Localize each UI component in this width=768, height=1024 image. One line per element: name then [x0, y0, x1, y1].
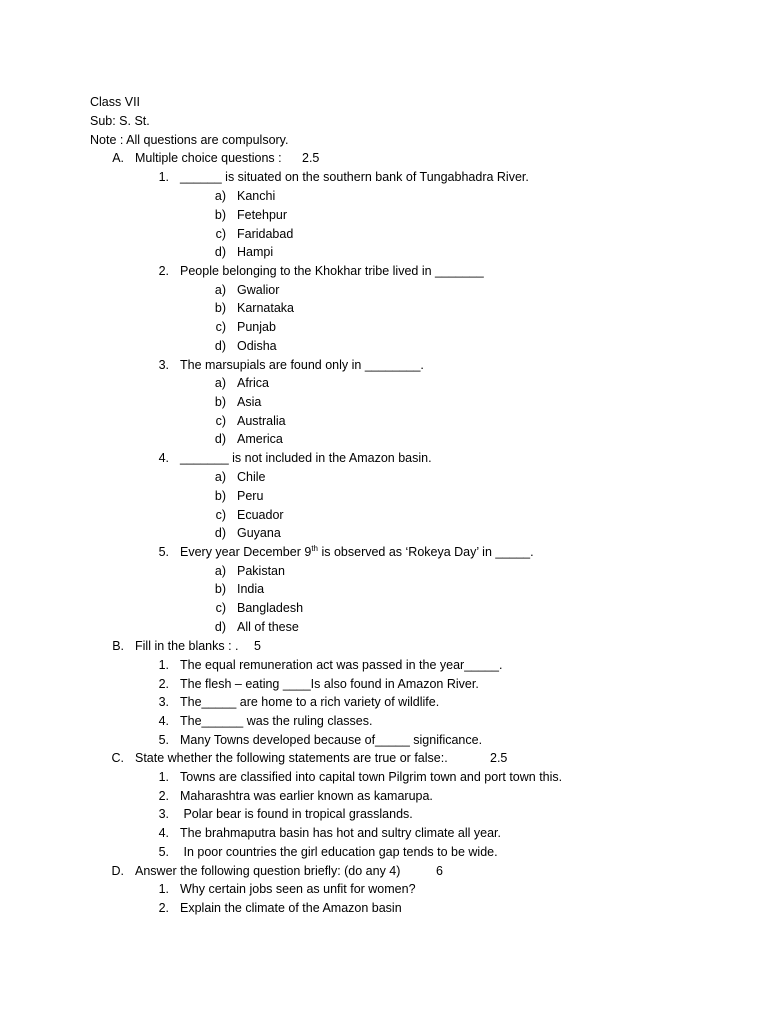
ordinal-superscript: th	[311, 544, 318, 553]
item-text: Maharashtra was earlier known as kamarupa.	[180, 789, 433, 803]
option-text: Karnataka	[237, 301, 294, 315]
option-text: Odisha	[237, 339, 277, 353]
option-text: Guyana	[237, 526, 281, 540]
option-text: America	[237, 432, 283, 446]
item-text: The brahmaputra basin has hot and sultry climate all year.	[180, 826, 502, 840]
item-number: 5.	[158, 733, 169, 747]
question-number: 2.	[158, 264, 169, 278]
note-label: Note : All questions are compulsory.	[90, 133, 289, 147]
subject-label: Sub: S. St.	[90, 114, 150, 128]
option-text: Fetehpur	[237, 208, 288, 222]
question-number: 1.	[158, 170, 169, 184]
item-number: 4.	[158, 714, 169, 728]
option-text: Asia	[237, 395, 262, 409]
item-number: 4.	[158, 826, 169, 840]
option-letter: b)	[214, 489, 226, 503]
section-c-marks: 2.5	[490, 751, 508, 765]
item-number: 1.	[158, 770, 169, 784]
item-text: In poor countries the girl education gap tends to be wide.	[180, 845, 498, 859]
option-letter: d)	[214, 620, 226, 634]
class-label: Class VII	[90, 95, 141, 109]
question-number: 5.	[158, 545, 169, 559]
option-letter: a)	[214, 564, 226, 578]
option-letter: d)	[214, 245, 226, 259]
option-text: All of these	[237, 620, 299, 634]
option-text: Africa	[237, 376, 269, 390]
item-text: The flesh – eating ____Is also found in Amazon River.	[180, 677, 479, 691]
item-text: Polar bear is found in tropical grasslands.	[180, 807, 413, 821]
item-number: 5.	[158, 845, 169, 859]
section-a-marker: A.	[112, 151, 124, 165]
question-number: 4.	[158, 451, 169, 465]
item-number: 2.	[158, 901, 169, 915]
option-letter: d)	[214, 526, 226, 540]
item-text: The equal remuneration act was passed in the year_____.	[180, 658, 503, 672]
option-letter: b)	[214, 301, 226, 315]
option-text: Pakistan	[237, 564, 285, 578]
option-text: Australia	[237, 414, 286, 428]
option-letter: a)	[214, 470, 226, 484]
section-c-marker: C.	[111, 751, 124, 765]
option-letter: c)	[215, 508, 226, 522]
item-text: Many Towns developed because of_____ significance.	[180, 733, 483, 747]
item-text: The_____ are home to a rich variety of wildlife.	[180, 695, 440, 709]
section-b-title: Fill in the blanks : .	[135, 639, 239, 653]
option-text: Faridabad	[237, 227, 294, 241]
item-number: 1.	[158, 882, 169, 896]
section-c-title: State whether the following statements are true or false:.	[135, 751, 448, 765]
question-text: People belonging to the Khokhar tribe lived in _______	[180, 264, 484, 278]
option-letter: c)	[215, 227, 226, 241]
section-b-marker: B.	[112, 639, 124, 653]
option-letter: d)	[214, 432, 226, 446]
item-text: Explain the climate of the Amazon basin	[180, 901, 402, 915]
item-text: The______ was the ruling classes.	[180, 714, 373, 728]
option-text: India	[237, 582, 265, 596]
option-letter: b)	[214, 582, 226, 596]
option-letter: b)	[214, 208, 226, 222]
item-number: 1.	[158, 658, 169, 672]
item-number: 2.	[158, 789, 169, 803]
option-text: Gwalior	[237, 283, 280, 297]
question-text: _______ is not included in the Amazon basin.	[180, 451, 432, 465]
question-text: The marsupials are found only in ________.	[180, 358, 424, 372]
question-number: 3.	[158, 358, 169, 372]
section-d-marks: 6	[436, 864, 443, 878]
item-number: 3.	[158, 695, 169, 709]
option-letter: a)	[214, 283, 226, 297]
option-text: Chile	[237, 470, 266, 484]
option-text: Bangladesh	[237, 601, 304, 615]
question-text	[180, 545, 534, 560]
question-text-part: Every year December 9	[180, 545, 312, 559]
option-text: Punjab	[237, 320, 276, 334]
item-number: 3.	[158, 807, 169, 821]
option-letter: a)	[214, 189, 226, 203]
section-a-title: Multiple choice questions :	[135, 151, 282, 165]
section-d-marker: D.	[111, 864, 124, 878]
option-text: Kanchi	[237, 189, 276, 203]
option-letter: c)	[215, 414, 226, 428]
question-text-part: is observed as ‘Rokeya Day’ in _____.	[317, 545, 534, 559]
section-d-title: Answer the following question briefly: (do any 4)	[135, 864, 401, 878]
option-letter: c)	[215, 601, 226, 615]
option-letter: a)	[214, 376, 226, 390]
item-number: 2.	[158, 677, 169, 691]
item-text: Towns are classified into capital town Pilgrim town and port town this.	[180, 770, 563, 784]
option-text: Ecuador	[237, 508, 284, 522]
option-letter: b)	[214, 395, 226, 409]
option-letter: c)	[215, 320, 226, 334]
option-text: Hampi	[237, 245, 274, 259]
question-text: ______ is situated on the southern bank of Tungabhadra River.	[180, 170, 529, 184]
section-b-marks: 5	[254, 639, 261, 653]
item-text: Why certain jobs seen as unfit for women?	[180, 882, 416, 896]
option-text: Peru	[237, 489, 264, 503]
section-a-marks: 2.5	[302, 151, 320, 165]
option-letter: d)	[214, 339, 226, 353]
